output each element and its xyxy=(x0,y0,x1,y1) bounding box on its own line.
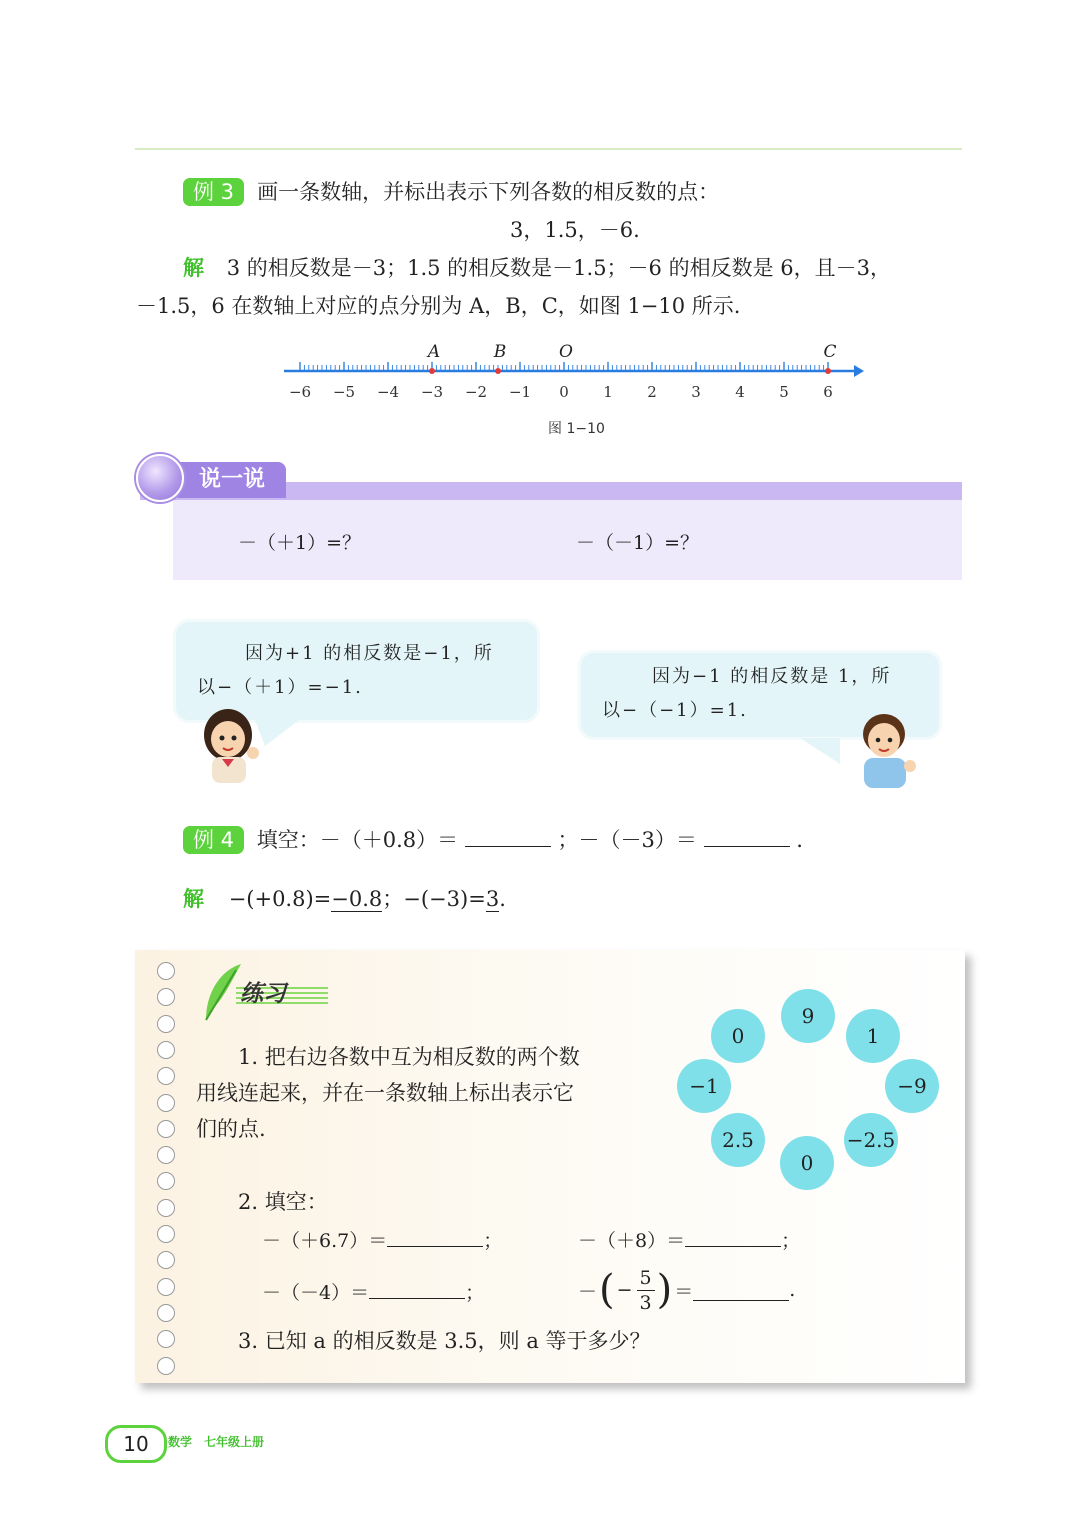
ring-hole-icon xyxy=(157,1278,175,1296)
number-circle[interactable]: −1 xyxy=(677,1059,731,1113)
number-circle[interactable]: −9 xyxy=(885,1059,939,1113)
q2-b-blank[interactable] xyxy=(685,1226,781,1247)
say-question-2: －（－1）=？ xyxy=(576,532,700,554)
tick-label: −3 xyxy=(420,383,444,401)
q2-c-blank[interactable] xyxy=(369,1278,465,1299)
tick-label: −2 xyxy=(464,383,488,401)
tick-label: −1 xyxy=(508,383,532,401)
q2-d-equals: ＝ xyxy=(674,1280,694,1303)
example4-blank-2[interactable] xyxy=(704,826,790,847)
practice-q2-d: － ( − $\frac{5}{3}$ ) ＝ . xyxy=(578,1266,796,1314)
ring-hole-icon xyxy=(157,1094,175,1112)
solution-answer-1: −0.8 xyxy=(331,887,383,911)
fraction-numerator: 5 xyxy=(637,1266,655,1291)
example3-numbers: 3，1.5，－6. xyxy=(510,218,640,242)
solution-answer-2: 3 xyxy=(485,887,500,911)
left-bubble-line2: 以−（＋1）=−1. xyxy=(197,677,363,698)
arrow-icon xyxy=(854,365,864,377)
q2-a-blank[interactable] xyxy=(387,1226,483,1247)
example4-question-prefix: 填空：－（＋0.8）＝ xyxy=(256,828,459,852)
point-label-C: C xyxy=(823,342,837,362)
number-circle[interactable]: 0 xyxy=(711,1009,765,1063)
page-number: 10 xyxy=(105,1425,167,1463)
number-circle[interactable]: −2.5 xyxy=(844,1113,898,1167)
tick-label: 2 xyxy=(647,383,657,401)
solution-label: 解 xyxy=(183,887,204,911)
ring-hole-icon xyxy=(157,1041,175,1059)
tick-label: −5 xyxy=(332,383,356,401)
number-circle[interactable]: 1 xyxy=(846,1009,900,1063)
example4-solution xyxy=(183,885,506,913)
q2-d-blank[interactable] xyxy=(693,1280,789,1301)
solution-text: 3 的相反数是－3；1.5 的相反数是－1.5；－6 的相反数是 6，且－3， xyxy=(226,256,891,280)
ring-hole-icon xyxy=(157,1225,175,1243)
solution-part-1: −(+0.8)= xyxy=(228,887,332,911)
tick-label: 5 xyxy=(779,383,789,401)
tick-label: 4 xyxy=(735,383,745,401)
right-bubble-line1: 因为−1 的相反数是 1，所 xyxy=(652,666,892,687)
practice-title: 练习 xyxy=(240,981,286,1007)
ring-hole-icon xyxy=(157,1120,175,1138)
girl-character-icon xyxy=(198,705,270,785)
example3-solution-line2: －1.5，6 在数轴上对应的点分别为 A，B，C，如图 1−10 所示. xyxy=(136,294,741,318)
footer-text: 数学 七年级上册 xyxy=(168,1435,265,1449)
q2-b-expression: －（＋8）＝ xyxy=(578,1230,686,1252)
number-line-labels xyxy=(289,383,833,401)
example4-question-mid: ；－（－3）＝ xyxy=(557,828,697,852)
practice-q1-line1: 1. 把右边各数中互为相反数的两个数 xyxy=(238,1045,580,1069)
boy-character-icon xyxy=(858,710,920,790)
speech-bubble-icon xyxy=(136,454,184,502)
practice-q2-title: 2. 填空： xyxy=(238,1190,328,1214)
point-marker-B xyxy=(495,368,501,374)
figure-caption: 图 1−10 xyxy=(548,421,605,437)
example3-heading xyxy=(183,178,719,206)
tick-label: 0 xyxy=(559,383,569,401)
practice-q3: 3. 已知 a 的相反数是 3.5，则 a 等于多少？ xyxy=(238,1329,651,1353)
ring-hole-icon xyxy=(157,1015,175,1033)
tick-label: 6 xyxy=(823,383,833,401)
practice-q1-line2: 用线连起来，并在一条数轴上标出表示它 xyxy=(196,1081,574,1105)
tick-label: −4 xyxy=(376,383,400,401)
right-bubble-tail xyxy=(800,738,850,768)
point-marker-C xyxy=(825,368,831,374)
example4-question-end: . xyxy=(796,828,803,852)
example4-heading xyxy=(183,826,803,854)
solution-label: 解 xyxy=(183,256,204,280)
number-line-ticks xyxy=(300,362,828,371)
solution-end: . xyxy=(499,887,506,911)
example4-blank-1[interactable] xyxy=(465,826,551,847)
fraction-denominator: 3 xyxy=(639,1291,652,1314)
ring-hole-icon xyxy=(157,1357,175,1375)
say-question-1: －（＋1）=？ xyxy=(238,532,362,554)
number-circle[interactable]: 9 xyxy=(781,989,835,1043)
say-label: 说一说 xyxy=(178,462,286,498)
ring-hole-icon xyxy=(157,1199,175,1217)
left-bubble-line1: 因为+1 的相反数是−1，所 xyxy=(245,643,494,664)
practice-q2-b: －（＋8）＝ ； xyxy=(578,1226,800,1255)
example3-solution-line1 xyxy=(183,254,891,282)
practice-q1-line3: 们的点. xyxy=(196,1117,266,1141)
tick-label: 3 xyxy=(691,383,701,401)
solution-part-2: ；−(−3)= xyxy=(382,887,486,911)
number-line-figure xyxy=(270,335,880,415)
tick-label: 1 xyxy=(603,383,613,401)
example3-question: 画一条数轴，并标出表示下列各数的相反数的点： xyxy=(257,180,720,204)
point-label-B: B xyxy=(493,342,507,362)
q2-c-expression: －（－4）＝ xyxy=(262,1282,370,1304)
ring-hole-icon xyxy=(157,1146,175,1164)
number-circle[interactable]: 0 xyxy=(780,1136,834,1190)
ring-hole-icon xyxy=(157,962,175,980)
right-bubble-line2: 以−（−1）=1. xyxy=(602,700,748,721)
top-divider xyxy=(135,148,962,150)
q2-d-prefix: － xyxy=(578,1280,598,1303)
fraction xyxy=(637,1266,655,1315)
point-label-A: A xyxy=(427,342,441,362)
practice-q2-a: －（＋6.7）＝ ； xyxy=(262,1226,502,1255)
number-circle[interactable]: 2.5 xyxy=(711,1113,765,1167)
ring-hole-icon xyxy=(157,1304,175,1322)
point-marker-A xyxy=(429,368,435,374)
practice-q2-c: －（－4）＝ ； xyxy=(262,1278,484,1307)
point-label-O: O xyxy=(559,342,573,362)
tick-label: −6 xyxy=(288,383,312,401)
example3-tag: 例 3 xyxy=(183,178,244,206)
example4-tag: 例 4 xyxy=(183,826,244,854)
q2-a-expression: －（＋6.7）＝ xyxy=(262,1230,388,1252)
